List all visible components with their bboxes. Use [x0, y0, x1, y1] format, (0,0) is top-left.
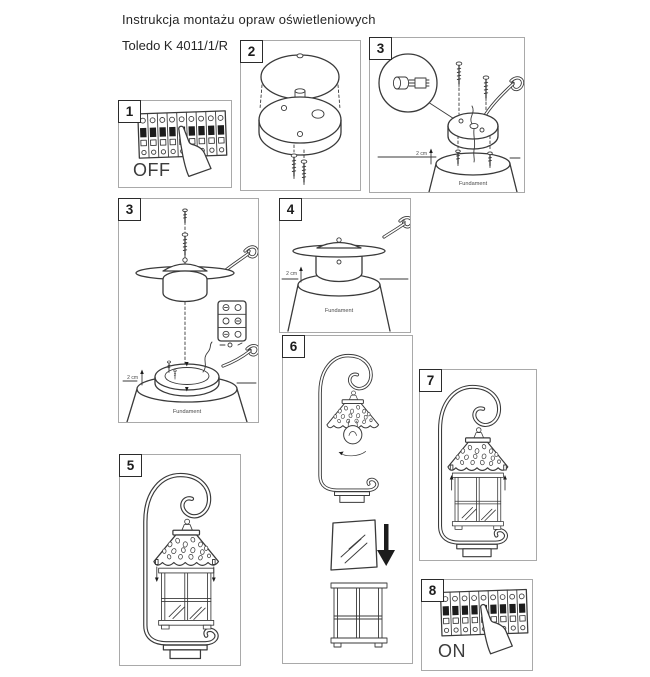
step-panel-7 — [419, 369, 537, 561]
step-panel-4 — [279, 198, 411, 333]
terminal-block-icon — [218, 301, 246, 347]
step-number: 1 — [118, 100, 141, 123]
step-panel-3-assembly — [118, 198, 259, 423]
lamp-complete-illustration — [420, 370, 536, 560]
step-panel-8 — [421, 579, 533, 671]
step-panel-3-wiring — [369, 37, 525, 193]
base-exploded-illustration — [241, 41, 360, 190]
page-title: Instrukcja montażu opraw oświetleniowych — [122, 12, 376, 27]
step-panel-6 — [282, 335, 413, 664]
lamp-with-bulb-drawing — [320, 356, 379, 503]
lamp-shade-drawing — [327, 391, 379, 428]
insert-down-arrow-icon — [377, 524, 395, 566]
step-number: 4 — [279, 198, 302, 221]
step-number: 3 — [369, 37, 392, 60]
lamp-shade-drawing — [154, 519, 219, 565]
lamp-disassembly-illustration — [120, 455, 240, 665]
lamp-post-drawing — [145, 475, 216, 658]
foundation-label: Fundament — [324, 308, 354, 314]
foundation-drawing — [436, 153, 510, 175]
depth-label: 2 cm — [127, 375, 138, 381]
foundation-label: Fundament — [458, 181, 488, 187]
screw-icon — [301, 160, 307, 185]
bulb-and-glass-illustration — [283, 336, 412, 663]
glass-cage-drawing — [331, 583, 387, 647]
lamp-shade-drawing — [448, 428, 508, 471]
screw-icon — [291, 154, 297, 179]
step-number: 3 — [118, 198, 141, 221]
power-off-label: OFF — [133, 160, 171, 180]
step-number: 5 — [119, 454, 142, 477]
screw-icon — [483, 76, 489, 101]
screw-icon — [456, 62, 462, 87]
step-number: 2 — [240, 40, 263, 63]
step-panel-5 — [119, 454, 241, 666]
post-base-assembly-illustration — [119, 199, 258, 422]
step-panel-2 — [240, 40, 361, 191]
base-body-drawing — [163, 271, 207, 302]
power-on-label: ON — [438, 641, 466, 661]
step-number: 8 — [421, 579, 444, 602]
glass-cage-drawing — [159, 568, 214, 629]
step-number: 7 — [419, 369, 442, 392]
light-bulb-icon — [344, 426, 362, 444]
step-number: 6 — [282, 335, 305, 358]
glass-cage-drawing — [452, 473, 503, 529]
base-wiring-illustration — [370, 38, 524, 192]
depth-label: 2 cm — [286, 271, 297, 277]
foundation-label: Fundament — [172, 409, 202, 415]
screw-icon — [182, 233, 188, 258]
screw-icon — [183, 209, 188, 225]
step-panel-1 — [118, 100, 232, 188]
lamp-post-drawing — [440, 387, 506, 557]
depth-label: 2 cm — [416, 151, 427, 157]
product-model: Toledo K 4011/1/R — [122, 38, 228, 53]
